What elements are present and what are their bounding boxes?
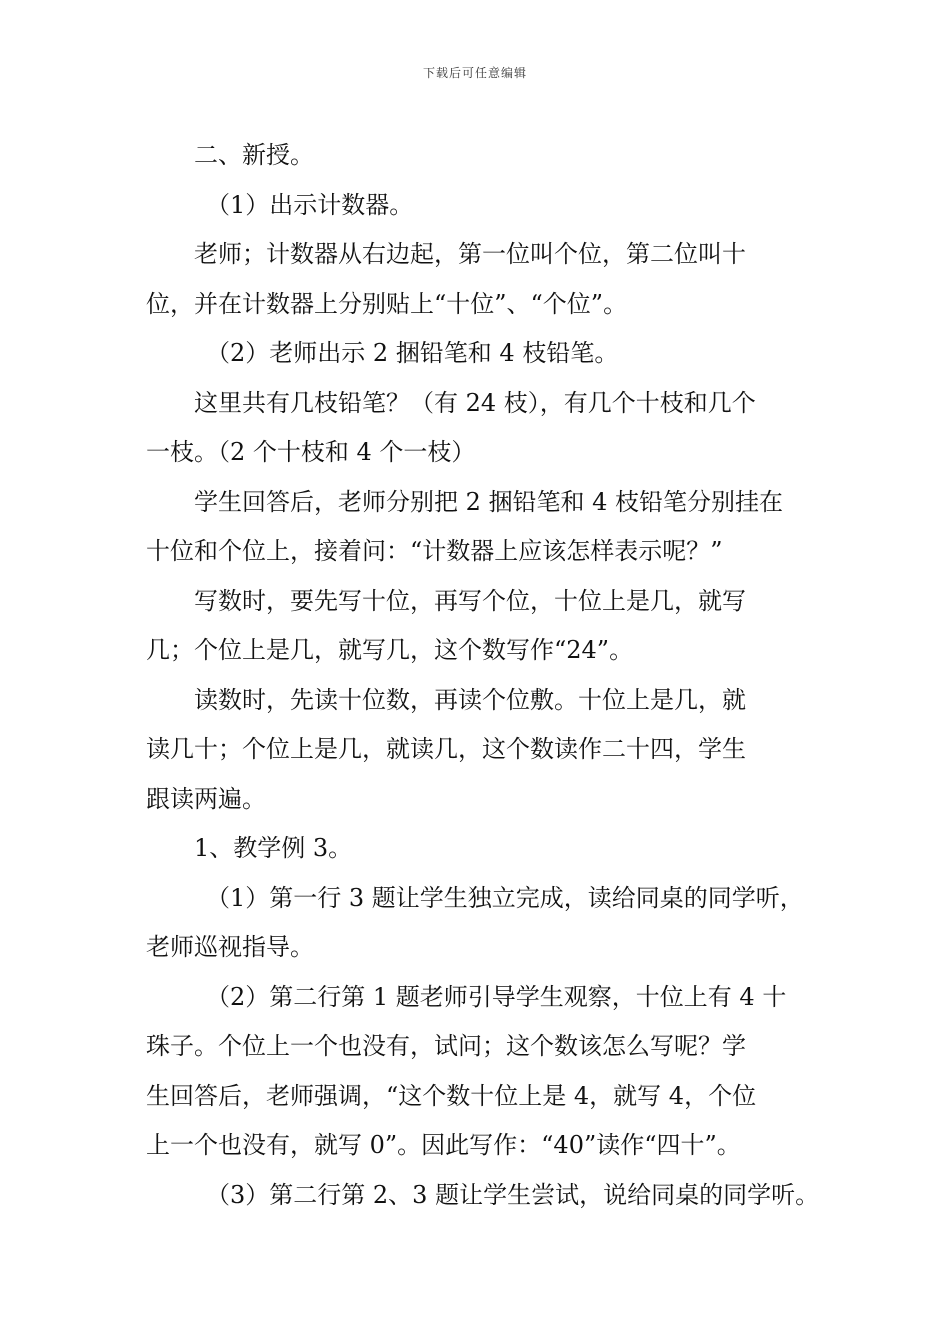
paragraph-line: 几；个位上是几，就写几，这个数写作“24”。 xyxy=(146,636,634,664)
paragraph-line: 位，并在计数器上分别贴上“十位”、“个位”。 xyxy=(146,289,628,318)
paragraph xyxy=(146,973,822,1171)
header-note: 下载后可任意编辑 xyxy=(422,66,527,80)
paragraph-line: 老师巡视指导。 xyxy=(146,933,314,961)
paragraph xyxy=(146,577,822,676)
paragraph-line: 生回答后，老师强调，“这个数十位上是 4，就写 4，个位 xyxy=(146,1081,757,1110)
paragraph-line: （1）第一行 3 题让学生独立完成，读给同桌的同学听， xyxy=(206,883,804,912)
paragraph xyxy=(146,1171,822,1221)
paragraph-line: 读几十；个位上是几，就读几，这个数读作二十四，学生 xyxy=(146,735,746,763)
paragraph-line: 珠子。个位上一个也没有，试问；这个数该怎么写呢？学 xyxy=(146,1032,746,1060)
paragraph xyxy=(146,131,822,181)
paragraph-line: 写数时，要先写十位，再写个位，十位上是几，就写 xyxy=(194,586,746,615)
paragraph-line: 十位和个位上，接着问：“计数器上应该怎样表示呢？” xyxy=(146,537,723,565)
paragraph xyxy=(146,181,822,231)
paragraph-line: 上一个也没有，就写 0”。因此写作：“40”读作“四十”。 xyxy=(146,1131,741,1159)
paragraph-line: 读数时，先读十位数，再读个位敷。十位上是几，就 xyxy=(194,685,746,714)
paragraph-line: （1）出示计数器。 xyxy=(206,190,414,219)
paragraph xyxy=(146,329,822,379)
paragraph-line: （2）老师出示 2 捆铅笔和 4 枝铅笔。 xyxy=(206,339,619,367)
paragraph-line: （2）第二行第 1 题老师引导学生观察，十位上有 4 十 xyxy=(206,982,787,1011)
paragraph xyxy=(146,824,822,874)
paragraph-line: 这里共有几枝铅笔？（有 24 枝），有几个十枝和几个 xyxy=(194,388,756,417)
paragraph-line: 二、新授。 xyxy=(194,141,314,169)
paragraph-line: 老师；计数器从右边起，第一位叫个位，第二位叫十 xyxy=(194,240,746,268)
paragraph-line: 1、教学例 3。 xyxy=(194,834,353,862)
paragraph xyxy=(146,230,822,329)
paragraph xyxy=(146,478,822,577)
paragraph-line: 学生回答后，老师分别把 2 捆铅笔和 4 枝铅笔分别挂在 xyxy=(194,487,784,516)
paragraph xyxy=(146,676,822,825)
paragraph-line: 一枝。（2 个十枝和 4 个一枝） xyxy=(146,438,476,466)
paragraph-line: （3）第二行第 2、3 题让学生尝试，说给同桌的同学听。 xyxy=(206,1180,820,1209)
paragraph xyxy=(146,379,822,478)
paragraph xyxy=(146,874,822,973)
paragraph-line: 跟读两遍。 xyxy=(146,784,266,813)
document-body xyxy=(146,131,822,1220)
